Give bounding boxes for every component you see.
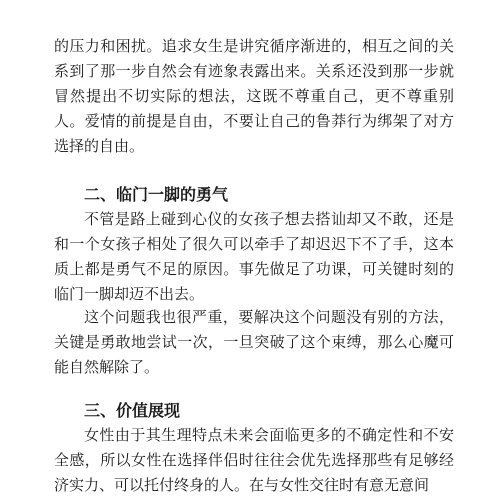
section-heading-value: 三、价值展现 [84, 401, 181, 420]
paragraph-value-1: 女性由于其生理特点未来会面临更多的不确定性和不安全感，所以女性在选择伴侣时往往会优先选择那些有足够经济实力、可以托付终身的人。在与女性交往时有意无意间 [54, 426, 454, 494]
section-heading-courage: 二、临门一脚的勇气 [84, 185, 229, 204]
paragraph-intro-continued: 的压力和困扰。追求女生是讲究循序渐进的，相互之间的关系到了那一步自然会有迹象表露出来。关系还没到那一步就冒然提出不切实际的想法，这既不尊重自己，更不尊重别人。爱情的前提是自由，不要让自己的鲁莽行为绑架了对方选择的自由。 [54, 37, 454, 155]
paragraph-courage-2: 这个问题我也很严重，要解决这个问题没有别的方法，关键是勇敢地尝试一次，一旦突破了这个束缚，那么心魔可能自然解除了。 [54, 308, 454, 376]
paragraph-courage-1: 不管是路上碰到心仪的女孩子想去搭讪却又不敢，还是和一个女孩子相处了很久可以牵手了却迟迟下不了手，这本质上都是勇气不足的原因。事先做足了功课，可关键时刻的临门一脚却迈不出去。 [54, 210, 454, 303]
